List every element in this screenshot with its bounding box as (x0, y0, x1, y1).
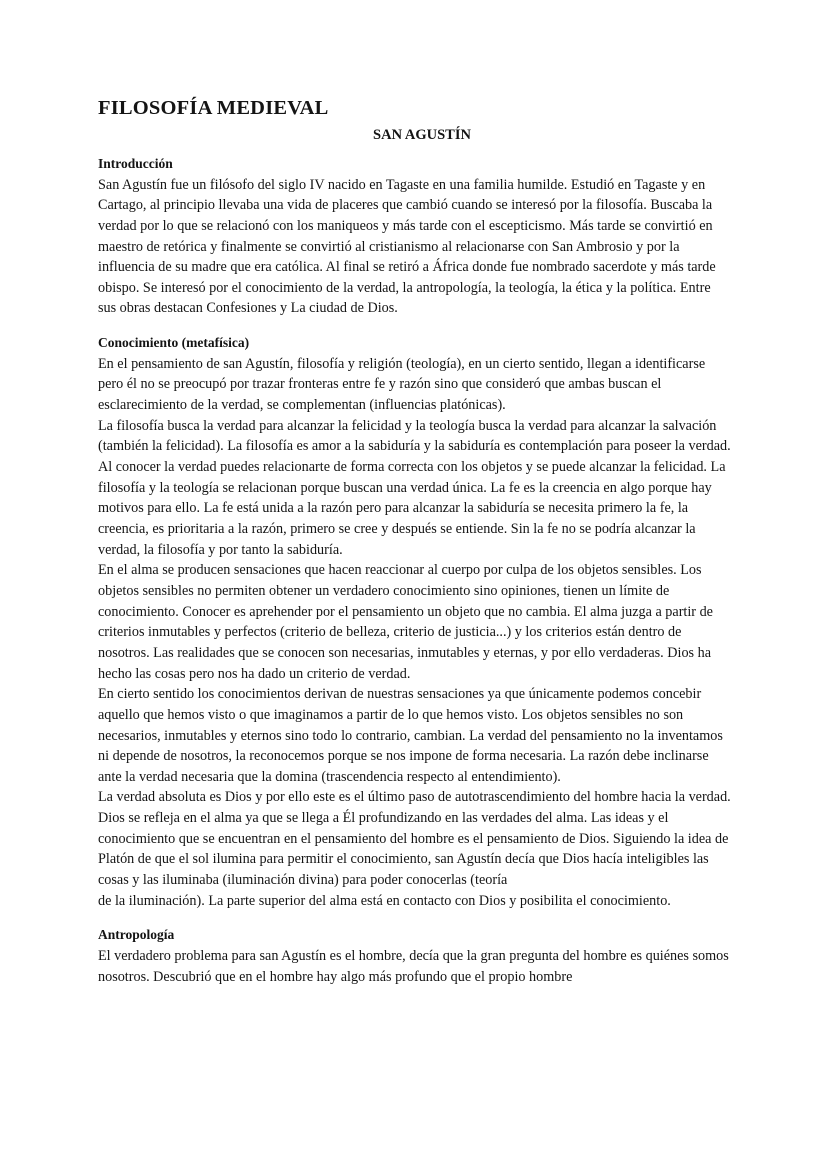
section-heading-conocimiento: Conocimiento (metafísica) (98, 335, 250, 351)
paragraph: En el pensamiento de san Agustín, filosofía y religión (teología), en un cierto sentido, llegan a identificarse pero él no se preocupó por trazar fronteras entre fe y razón sino que consideró que ambas buscan el esclarecimiento de la verdad, se complementan (influencias platónicas). (98, 355, 706, 414)
paragraph: En el alma se producen sensaciones que hacen reaccionar al cuerpo por culpa de los objetos sensibles. Los objetos sensibles no permiten obtener un verdadero conocimiento sino opiniones, tienen un límite de conocimiento. Conocer es aprehender por el pensamiento un objeto que no cambia. El alma juzga a partir de criterios inmutables y perfectos (criterio de belleza, criterio de justicia...) y los criterios están dentro de nosotros. Las realidades que se conocen son necesarias, inmutables y eternas, y por ello verdaderas. Dios ha hecho las cosas pero nos ha dado un criterio de verdad. (98, 562, 713, 682)
paragraph: La filosofía busca la verdad para alcanzar la felicidad y la teología busca la verdad para alcanzar la salvación (también la felicidad). La filosofía es amor a la sabiduría y la sabiduría es contemplación para poseer la verdad. Al conocer la verdad puedes relacionarte de forma correcta con los objetos y se puede alcanzar la felicidad. La filosofía y la teología se relacionan porque buscan una verdad única. La fe es la creencia en algo porque hay motivos para ello. La fe está unida a la razón pero para alcanzar la sabiduría se necesita primero la fe, la creencia, es prioritaria a la razón, primero se cree y después se entiende. Sin la fe no se podría alcanzar la verdad, la filosofía y por tanto la sabiduría. (98, 417, 731, 558)
paragraph: San Agustín fue un filósofo del siglo IV nacido en Tagaste en una familia humilde. Estudió en Tagaste y en Cartago, al principio llevaba una vida de placeres que cambió cuando se interesó por la filosofía. Buscaba la verdad por lo que se relacionó con los maniqueos y más tarde con el escepticismo. Más tarde se convirtió en maestro de retórica y finalmente se convirtió al cristianismo al relacionarse con San Ambrosio y por la influencia de su madre que era católica. Al final se retiró a África donde fue nombrado sacerdote y más tarde obispo. Se interesó por el conocimiento de la verdad, la antropología, la teología, la ética y la política. Entre sus obras destacan Confesiones y La ciudad de Dios. (98, 176, 716, 317)
section-heading-introduccion: Introducción (98, 155, 173, 171)
paragraph: En cierto sentido los conocimientos derivan de nuestras sensaciones ya que únicamente podemos concebir aquello que hemos visto o que imaginamos a partir de lo que hemos visto. Los objetos sensibles no son necesarios, inmutables y eternos sino todo lo contrario, cambian. La verdad del pensamiento no la inventamos ni depende de nosotros, la reconocemos porque se nos impone de forma necesaria. La razón debe inclinarse ante la verdad necesaria que la domina (trascendencia respecto al entendimiento). (98, 686, 723, 785)
section-spacer (98, 319, 732, 333)
paragraph: La verdad absoluta es Dios y por ello este es el último paso de autotrascendimiento del hombre hacia la verdad. Dios se refleja en el alma ya que se llega a Él profundizando en las verdades del alma. Las ideas y el conocimiento que se encuentran en el pensamiento del hombre es el pensamiento de Dios. Siguiendo la idea de Platón de que el sol ilumina para permitir el conocimiento, san Agustín decía que Dios hacía inteligibles las cosas y las iluminaba (iluminación divina) para poder conocerlas (teoría (98, 789, 731, 889)
paragraph: El verdadero problema para san Agustín es el hombre, decía que la gran pregunta del hombre es quiénes somos nosotros. Descubrió que en el hombre hay algo más profundo que el propio hombre (98, 947, 729, 985)
section-heading-antropologia: Antropología (98, 927, 175, 943)
document-subtitle: SAN AGUSTÍN (373, 126, 471, 143)
section-spacer (98, 911, 732, 925)
page-title: FILOSOFÍA MEDIEVAL (98, 97, 329, 119)
paragraph: de la iluminación). La parte superior del alma está en contacto con Dios y posibilita el conocimiento. (98, 892, 671, 909)
